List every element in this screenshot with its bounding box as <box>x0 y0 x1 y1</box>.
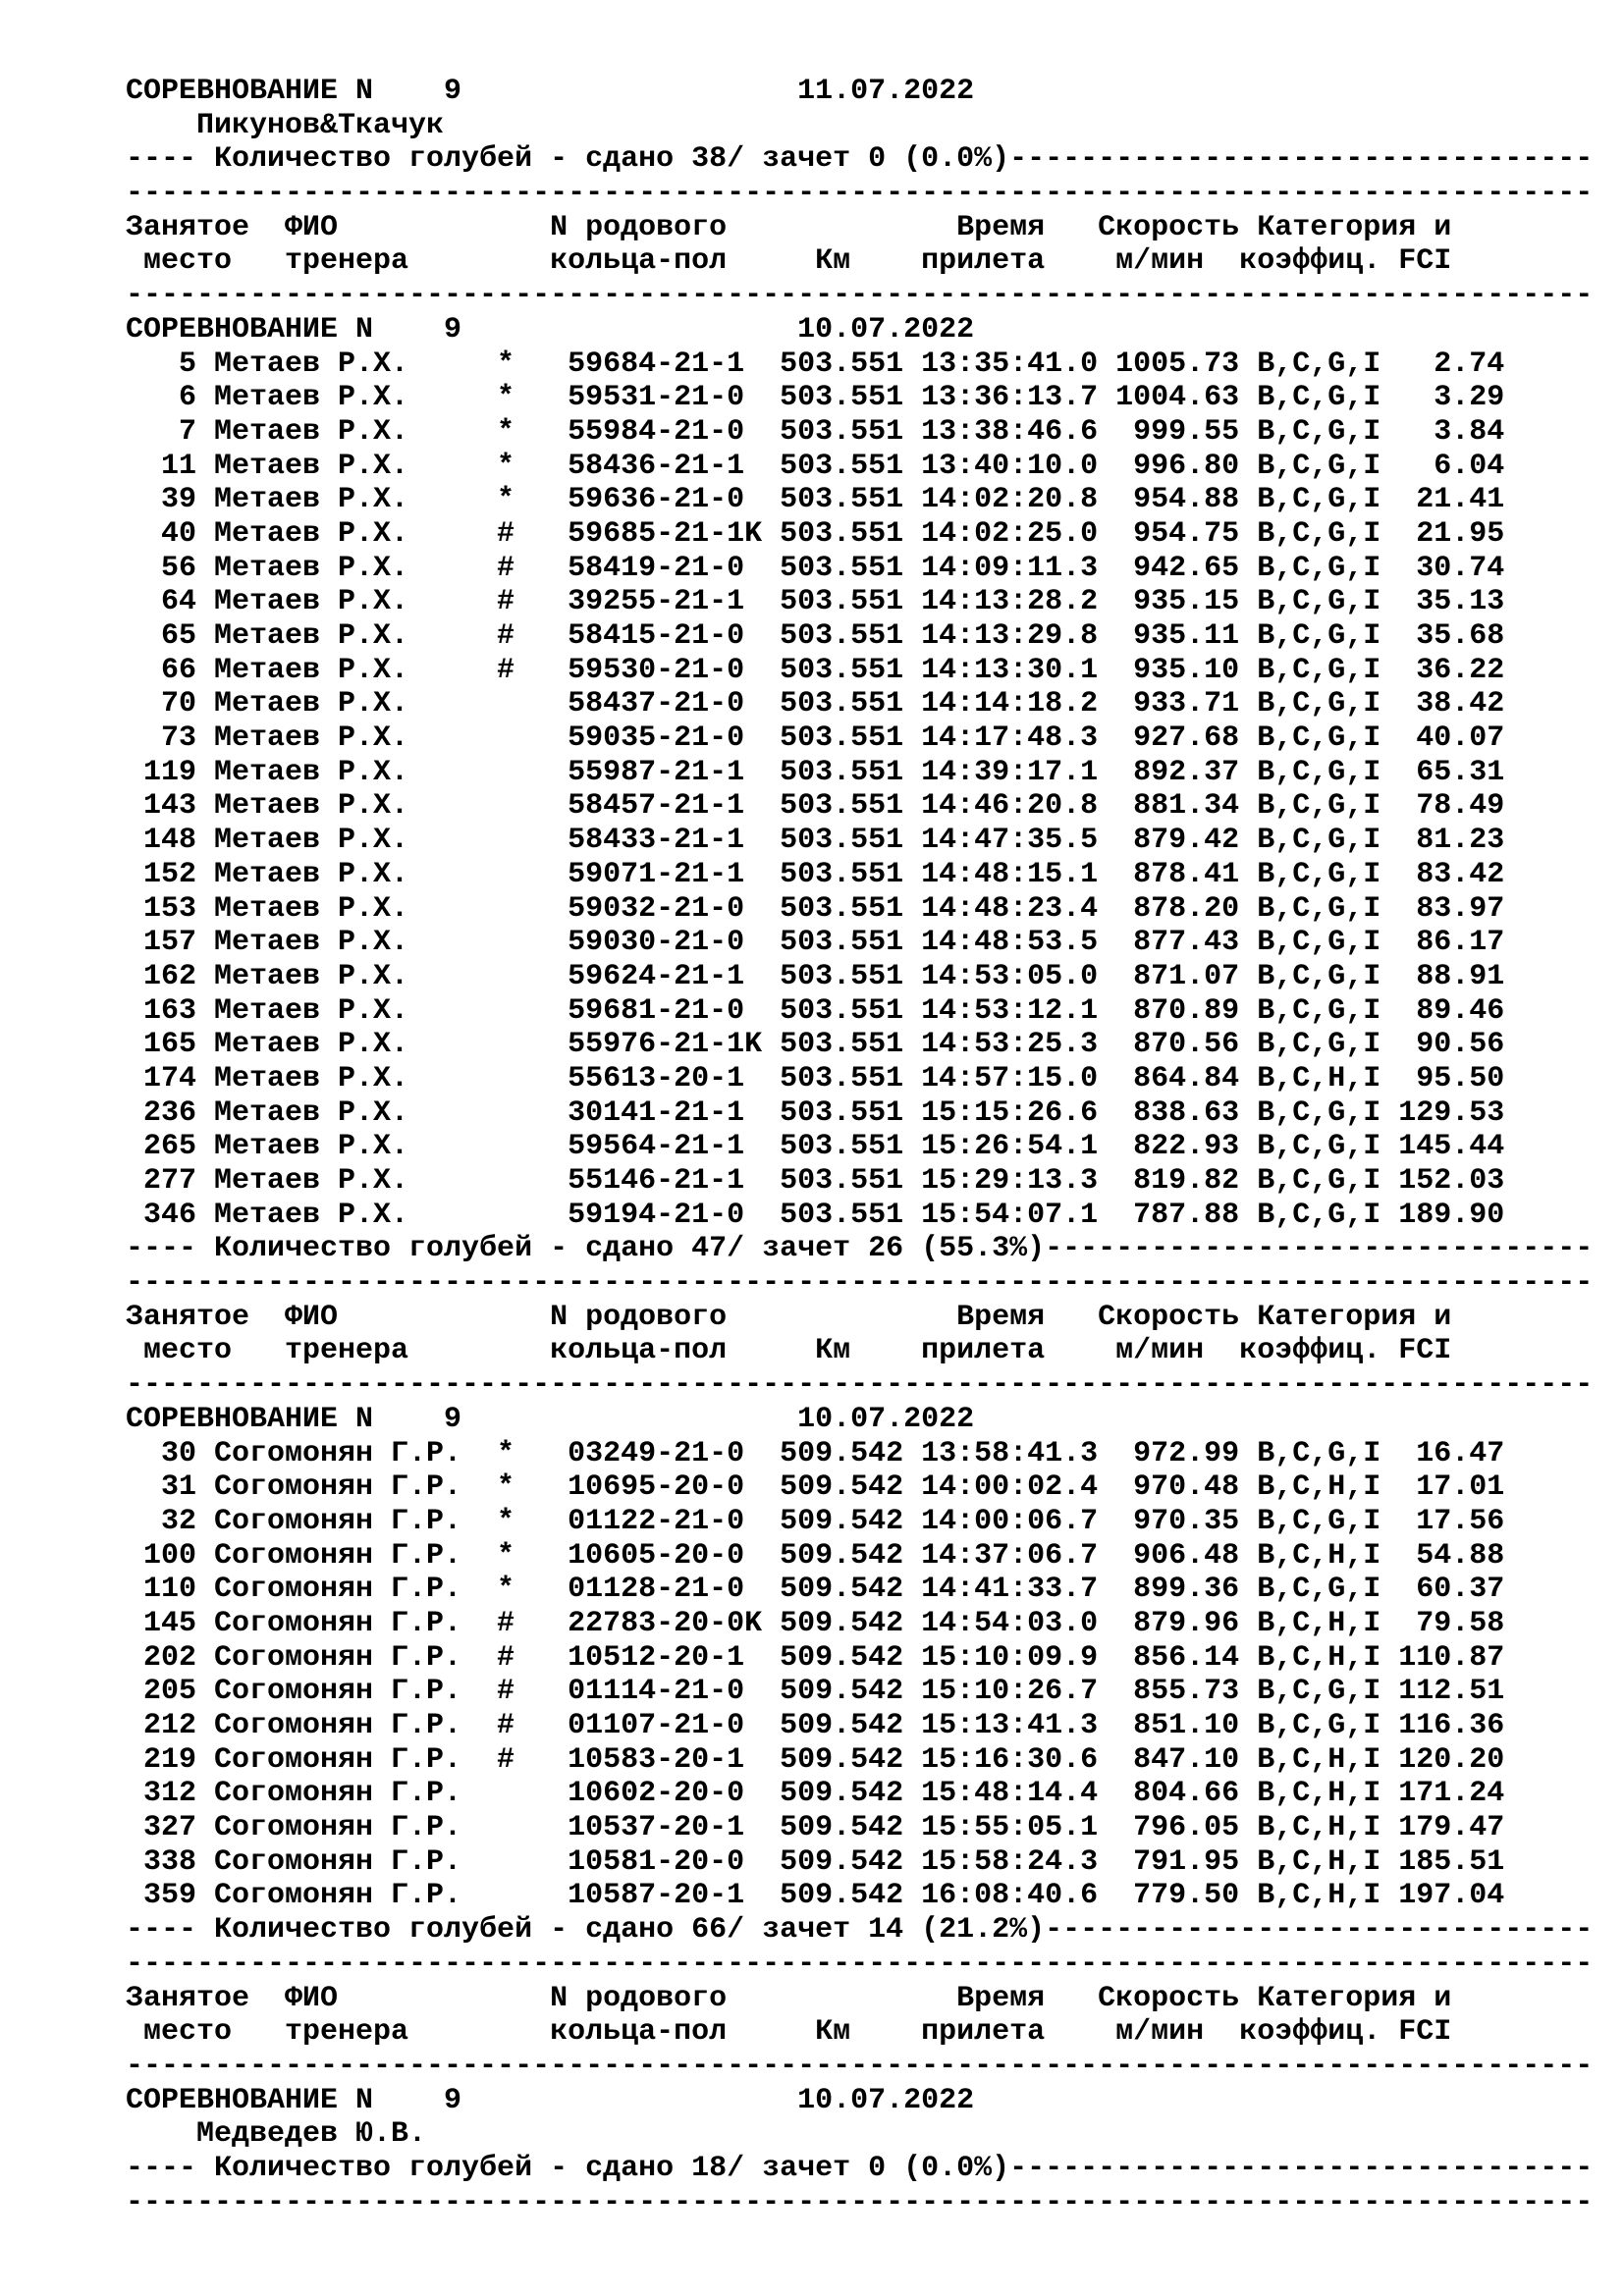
table-row: 157 Метаев Р.Х. 59030-21-0 503.551 14:48:53.5 877.43 B,C,G,I 86.17 <box>126 926 1505 960</box>
table-row: 5 Метаев Р.Х. * 59684-21-1 503.551 13:35:41.0 1005.73 B,C,G,I 2.74 <box>126 347 1505 381</box>
table-row: 165 Метаев Р.Х. 55976-21-1K 503.551 14:53:25.3 870.56 B,C,G,I 90.56 <box>126 1028 1505 1062</box>
table-row: 277 Метаев Р.Х. 55146-21-1 503.551 15:29:13.3 819.82 B,C,G,I 152.03 <box>126 1164 1505 1198</box>
table-row: 65 Метаев Р.Х. # 58415-21-0 503.551 14:13:29.8 935.11 B,C,G,I 35.68 <box>126 619 1505 653</box>
column-header: место тренера кольца-пол Км прилета м/мин коэффиц. FCI <box>126 1334 1452 1368</box>
table-row: 100 Согомонян Г.Р. * 10605-20-0 509.542 14:37:06.7 906.48 B,C,H,I 54.88 <box>126 1538 1505 1573</box>
separator: ----------------------------------------------------------------------------------- <box>126 279 1594 313</box>
count-line: ---- Количество голубей - сдано 18/ зачет 0 (0.0%)--------------------------------- <box>126 2151 1594 2185</box>
separator: ----------------------------------------------------------------------------------- <box>126 1266 1594 1301</box>
table-row: 32 Согомонян Г.Р. * 01122-21-0 509.542 14:00:06.7 970.35 B,C,G,I 17.56 <box>126 1504 1505 1538</box>
table-row: 212 Согомонян Г.Р. # 01107-21-0 509.542 15:13:41.3 851.10 B,C,G,I 116.36 <box>126 1709 1505 1742</box>
results-report <box>126 75 1593 2219</box>
count-line: ---- Количество голубей - сдано 47/ зачет 26 (55.3%)------------------------------- <box>126 1232 1594 1266</box>
table-row: 202 Согомонян Г.Р. # 10512-20-1 509.542 15:10:09.9 856.14 B,C,H,I 110.87 <box>126 1640 1505 1675</box>
table-row: 56 Метаев Р.Х. # 58419-21-0 503.551 14:09:11.3 942.65 B,C,G,I 30.74 <box>126 551 1505 585</box>
table-row: 338 Согомонян Г.Р. 10581-20-0 509.542 15:58:24.3 791.95 B,C,H,I 185.51 <box>126 1844 1505 1879</box>
table-row: 174 Метаев Р.Х. 55613-20-1 503.551 14:57:15.0 864.84 B,C,H,I 95.50 <box>126 1061 1505 1095</box>
table-row: 70 Метаев Р.Х. 58437-21-0 503.551 14:14:18.2 933.71 B,C,G,I 38.42 <box>126 687 1505 721</box>
column-header: место тренера кольца-пол Км прилета м/мин коэффиц. FCI <box>126 2015 1452 2050</box>
competition-header: СОРЕВНОВАНИЕ N 9 10.07.2022 <box>126 312 975 347</box>
table-row: 163 Метаев Р.Х. 59681-21-0 503.551 14:53:12.1 870.89 B,C,G,I 89.46 <box>126 993 1505 1028</box>
table-row: 6 Метаев Р.Х. * 59531-21-0 503.551 13:36:13.7 1004.63 B,C,G,I 3.29 <box>126 381 1505 415</box>
table-row: 11 Метаев Р.Х. * 58436-21-1 503.551 13:40:10.0 996.80 B,C,G,I 6.04 <box>126 449 1505 483</box>
table-row: 359 Согомонян Г.Р. 10587-20-1 509.542 16:08:40.6 779.50 B,C,H,I 197.04 <box>126 1879 1505 1913</box>
count-line: ---- Количество голубей - сдано 38/ зачет 0 (0.0%)--------------------------------- <box>126 142 1594 177</box>
separator: ----------------------------------------------------------------------------------- <box>126 2049 1594 2083</box>
column-header: Занятое ФИО N родового Время Скорость Категория и <box>126 1981 1452 2015</box>
column-header: Занятое ФИО N родового Время Скорость Категория и <box>126 210 1452 244</box>
table-row: 153 Метаев Р.Х. 59032-21-0 503.551 14:48:23.4 878.20 B,C,G,I 83.97 <box>126 891 1505 926</box>
separator: ----------------------------------------------------------------------------------- <box>126 1368 1594 1403</box>
table-row: 145 Согомонян Г.Р. # 22783-20-0K 509.542 14:54:03.0 879.96 B,C,H,I 79.58 <box>126 1606 1505 1640</box>
competition-header: СОРЕВНОВАНИЕ N 9 11.07.2022 <box>126 75 975 108</box>
separator: ----------------------------------------------------------------------------------- <box>126 177 1594 211</box>
table-row: 236 Метаев Р.Х. 30141-21-1 503.551 15:15:26.6 838.63 B,C,G,I 129.53 <box>126 1095 1505 1130</box>
table-row: 162 Метаев Р.Х. 59624-21-1 503.551 14:53:05.0 871.07 B,C,G,I 88.91 <box>126 959 1505 993</box>
table-row: 119 Метаев Р.Х. 55987-21-1 503.551 14:39:17.1 892.37 B,C,G,I 65.31 <box>126 755 1505 789</box>
separator: ----------------------------------------------------------------------------------- <box>126 2185 1594 2219</box>
table-row: 73 Метаев Р.Х. 59035-21-0 503.551 14:17:48.3 927.68 B,C,G,I 40.07 <box>126 721 1505 756</box>
table-row: 30 Согомонян Г.Р. * 03249-21-0 509.542 13:58:41.3 972.99 B,C,G,I 16.47 <box>126 1436 1505 1470</box>
table-row: 40 Метаев Р.Х. # 59685-21-1K 503.551 14:02:25.0 954.75 B,C,G,I 21.95 <box>126 516 1505 551</box>
count-line: ---- Количество голубей - сдано 66/ зачет 14 (21.2%)------------------------------- <box>126 1913 1594 1948</box>
column-header: Занятое ФИО N родового Время Скорость Категория и <box>126 1300 1452 1334</box>
competition-header: СОРЕВНОВАНИЕ N 9 10.07.2022 <box>126 1402 975 1436</box>
table-row: 66 Метаев Р.Х. # 59530-21-0 503.551 14:13:30.1 935.10 B,C,G,I 36.22 <box>126 653 1505 687</box>
table-row: 31 Согомонян Г.Р. * 10695-20-0 509.542 14:00:02.4 970.48 B,C,H,I 17.01 <box>126 1470 1505 1505</box>
table-row: 7 Метаев Р.Х. * 55984-21-0 503.551 13:38:46.6 999.55 B,C,G,I 3.84 <box>126 414 1505 449</box>
team-name: Пикунов&Ткачук <box>126 108 445 142</box>
table-row: 152 Метаев Р.Х. 59071-21-1 503.551 14:48:15.1 878.41 B,C,G,I 83.42 <box>126 857 1505 891</box>
table-row: 312 Согомонян Г.Р. 10602-20-0 509.542 15:48:14.4 804.66 B,C,H,I 171.24 <box>126 1777 1505 1811</box>
table-row: 219 Согомонян Г.Р. # 10583-20-1 509.542 15:16:30.6 847.10 B,C,H,I 120.20 <box>126 1742 1505 1777</box>
separator: ----------------------------------------------------------------------------------- <box>126 1947 1594 1981</box>
table-row: 110 Согомонян Г.Р. * 01128-21-0 509.542 14:41:33.7 899.36 B,C,G,I 60.37 <box>126 1573 1505 1607</box>
column-header: место тренера кольца-пол Км прилета м/мин коэффиц. FCI <box>126 244 1452 279</box>
table-row: 327 Согомонян Г.Р. 10537-20-1 509.542 15:55:05.1 796.05 B,C,H,I 179.47 <box>126 1811 1505 1845</box>
table-row: 205 Согомонян Г.Р. # 01114-21-0 509.542 15:10:26.7 855.73 B,C,G,I 112.51 <box>126 1675 1505 1709</box>
team-name: Медведев Ю.В. <box>126 2117 427 2152</box>
table-row: 148 Метаев Р.Х. 58433-21-1 503.551 14:47:35.5 879.42 B,C,G,I 81.23 <box>126 824 1505 858</box>
table-row: 64 Метаев Р.Х. # 39255-21-1 503.551 14:13:28.2 935.15 B,C,G,I 35.13 <box>126 585 1505 619</box>
table-row: 265 Метаев Р.Х. 59564-21-1 503.551 15:26:54.1 822.93 B,C,G,I 145.44 <box>126 1130 1505 1164</box>
competition-header: СОРЕВНОВАНИЕ N 9 10.07.2022 <box>126 2083 975 2117</box>
table-row: 346 Метаев Р.Х. 59194-21-0 503.551 15:54:07.1 787.88 B,C,G,I 189.90 <box>126 1198 1505 1232</box>
table-row: 39 Метаев Р.Х. * 59636-21-0 503.551 14:02:20.8 954.88 B,C,G,I 21.41 <box>126 483 1505 517</box>
table-row: 143 Метаев Р.Х. 58457-21-1 503.551 14:46:20.8 881.34 B,C,G,I 78.49 <box>126 789 1505 824</box>
